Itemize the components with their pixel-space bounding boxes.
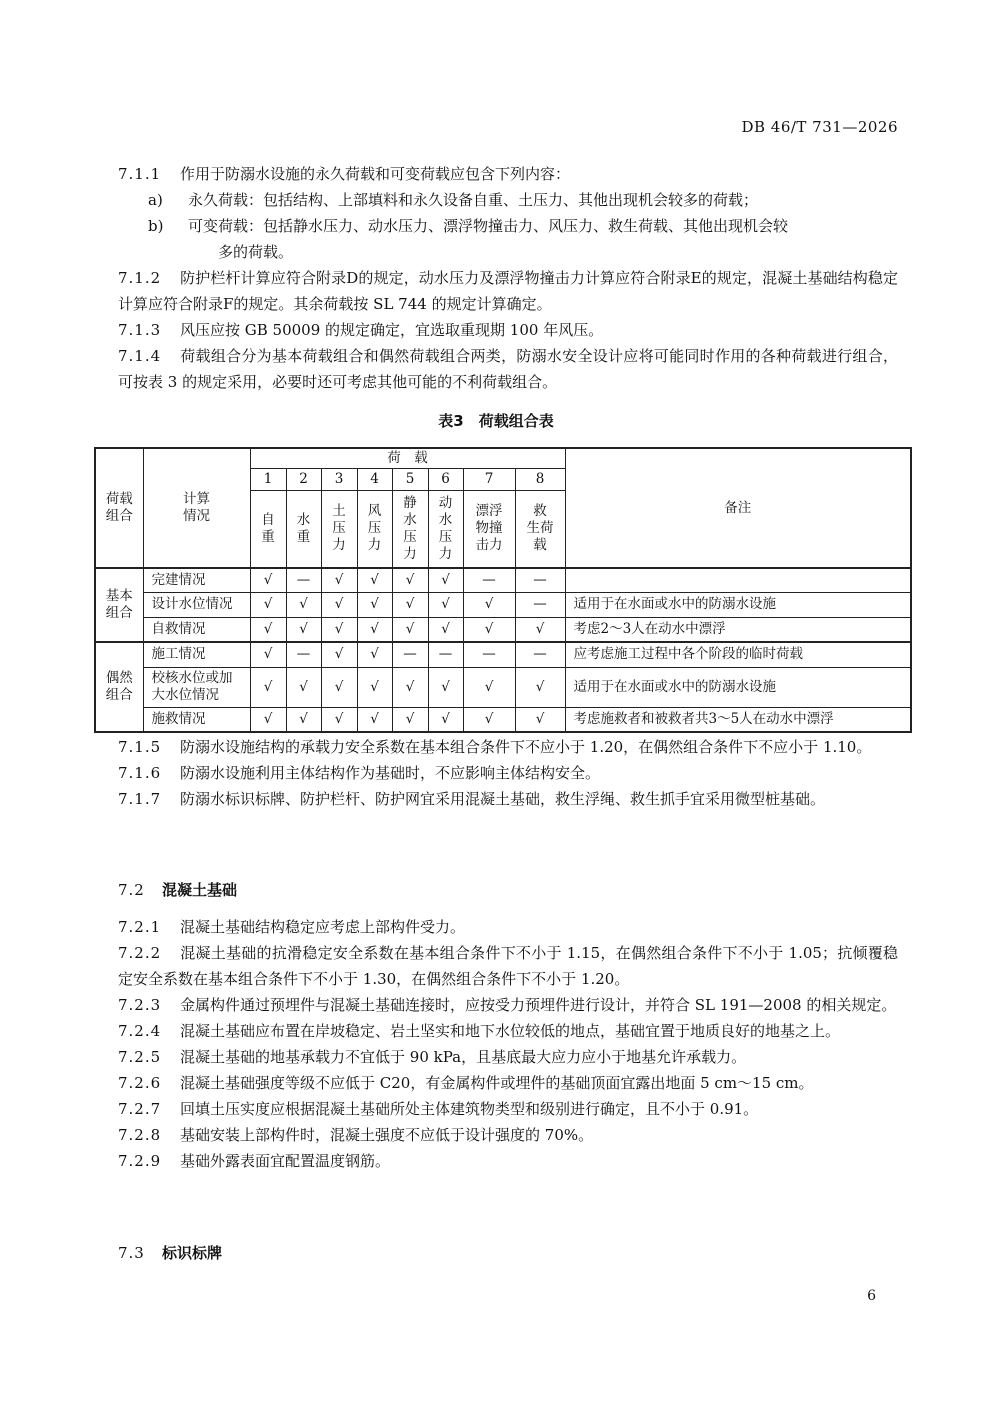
mark-cell: √ <box>392 568 428 592</box>
middle-text-block <box>118 734 898 812</box>
paragraph-7-2-4: 7.2.4 混凝土基础应布置在岸坡稳定、岩土坚实和地下水位较低的地点，基础宜置于地质良好的地基之上。 <box>118 1022 841 1040</box>
mark-cell: √ <box>250 707 286 732</box>
load-combination-table <box>94 447 912 733</box>
calc-cell: 完建情况 <box>143 568 250 592</box>
mark-cell: — <box>428 642 463 667</box>
mark-cell: √ <box>286 592 321 617</box>
mark-cell: √ <box>321 642 357 667</box>
load-number: 8 <box>515 468 565 490</box>
mark-cell: √ <box>321 667 357 707</box>
mark-cell: √ <box>392 617 428 642</box>
calc-cell: 自救情况 <box>143 617 250 642</box>
paragraph-7-2-9: 7.2.9 基础外露表面宜配置温度钢筋。 <box>118 1152 391 1170</box>
mark-cell: √ <box>286 617 321 642</box>
list-item-b: b) 可变荷载：包括静水压力、动水压力、漂浮物撞击力、风压力、救生荷载、其他出现机会较 <box>148 217 789 235</box>
load-number: 6 <box>428 468 463 490</box>
mark-cell: — <box>286 568 321 592</box>
mark-cell: √ <box>463 667 515 707</box>
mark-cell: √ <box>321 592 357 617</box>
mark-cell: √ <box>428 592 463 617</box>
mark-cell: √ <box>392 592 428 617</box>
mark-cell: — <box>392 642 428 667</box>
paragraph-7-2-8: 7.2.8 基础安装上部构件时，混凝土强度不应低于设计强度的 70%。 <box>118 1126 594 1144</box>
mark-cell: √ <box>286 707 321 732</box>
table-row <box>95 667 911 707</box>
mark-cell: — <box>463 642 515 667</box>
mark-cell: √ <box>357 642 392 667</box>
mark-cell: √ <box>515 667 565 707</box>
group-accidental: 偶然 组合 <box>95 642 143 732</box>
load-number: 7 <box>463 468 515 490</box>
paragraph-7-1-1: 7.1.1 作用于防溺水设施的永久荷载和可变荷载应包含下列内容： <box>118 165 571 183</box>
load-name: 救 生荷 载 <box>515 490 565 568</box>
paragraph-7-1-3: 7.1.3 风压应按 GB 50009 的规定确定，宜选取重现期 100 年风压。 <box>118 321 604 339</box>
load-name: 自 重 <box>250 490 286 568</box>
load-name: 动 水 压 力 <box>428 490 463 568</box>
mark-cell: — <box>515 592 565 617</box>
table-row <box>95 592 911 617</box>
list-item-b-continuation: 多的荷载。 <box>218 243 294 261</box>
page-number: 6 <box>867 1288 876 1304</box>
mark-cell: √ <box>357 568 392 592</box>
paragraph-7-1-7: 7.1.7 防溺水标识标牌、防护栏杆、防护网宜采用混凝土基础，救生浮绳、救生抓手宜采用微型桩基础。 <box>118 790 826 808</box>
mark-cell: √ <box>463 707 515 732</box>
mark-cell: √ <box>250 642 286 667</box>
calc-cell: 设计水位情况 <box>143 592 250 617</box>
mark-cell: — <box>463 568 515 592</box>
paragraph-7-2-5: 7.2.5 混凝土基础的地基承载力不宜低于 90 kPa，且基底最大应力应小于地基允许承载力。 <box>118 1048 747 1066</box>
header-calc: 计算 情况 <box>143 448 250 568</box>
mark-cell: √ <box>428 568 463 592</box>
section-7-2-text <box>118 914 898 1174</box>
remark-cell: 考虑施救者和被救者共3～5人在动水中漂浮 <box>565 707 911 732</box>
paragraph-7-2-2: 7.2.2 混凝土基础的抗滑稳定安全系数在基本组合条件下不小于 1.15，在偶然组合条件下不小于 1.05；抗倾覆稳定安全系数在基本组合条件下不小于 1.30，在偶然组合条件下不小于 1.20。 <box>118 944 898 988</box>
load-name: 静 水 压 力 <box>392 490 428 568</box>
mark-cell: √ <box>357 617 392 642</box>
table-row <box>95 642 911 667</box>
calc-cell: 施救情况 <box>143 707 250 732</box>
mark-cell: √ <box>250 667 286 707</box>
mark-cell: — <box>286 642 321 667</box>
paragraph-7-2-6: 7.2.6 混凝土基础强度等级不应低于 C20，有金属构件或埋件的基础顶面宜露出地面 5 cm～15 cm。 <box>118 1074 814 1092</box>
mark-cell: √ <box>250 568 286 592</box>
mark-cell: √ <box>428 667 463 707</box>
mark-cell: √ <box>357 707 392 732</box>
mark-cell: √ <box>428 707 463 732</box>
mark-cell: √ <box>286 667 321 707</box>
load-number: 4 <box>357 468 392 490</box>
table-row <box>95 707 911 732</box>
load-number: 2 <box>286 468 321 490</box>
mark-cell: √ <box>250 592 286 617</box>
mark-cell: — <box>515 568 565 592</box>
load-number: 5 <box>392 468 428 490</box>
mark-cell: √ <box>357 592 392 617</box>
paragraph-7-1-5: 7.1.5 防溺水设施结构的承载力安全系数在基本组合条件下不应小于 1.20，在偶然组合条件下不应小于 1.10。 <box>118 738 872 756</box>
table-caption: 表3 荷载组合表 <box>438 412 554 430</box>
load-name: 风 压 力 <box>357 490 392 568</box>
calc-cell: 施工情况 <box>143 642 250 667</box>
remark-cell <box>565 568 911 592</box>
document-code: DB 46/T 731—2026 <box>741 118 898 136</box>
mark-cell: √ <box>321 617 357 642</box>
remark-cell: 适用于在水面或水中的防溺水设施 <box>565 592 911 617</box>
group-basic: 基本 组合 <box>95 568 143 642</box>
paragraph-7-1-6: 7.1.6 防溺水设施利用主体结构作为基础时，不应影响主体结构安全。 <box>118 764 601 782</box>
mark-cell: √ <box>250 617 286 642</box>
table-row <box>95 568 911 592</box>
mark-cell: √ <box>463 592 515 617</box>
mark-cell: √ <box>463 617 515 642</box>
mark-cell: √ <box>357 667 392 707</box>
top-text-block <box>118 161 898 395</box>
paragraph-7-2-1: 7.2.1 混凝土基础结构稳定应考虑上部构件受力。 <box>118 918 466 936</box>
header-combo: 荷载 组合 <box>95 448 143 568</box>
load-number: 1 <box>250 468 286 490</box>
mark-cell: √ <box>515 617 565 642</box>
mark-cell: √ <box>392 707 428 732</box>
mark-cell: √ <box>428 617 463 642</box>
header-remark: 备注 <box>565 448 911 568</box>
paragraph-7-1-4: 7.1.4 荷载组合分为基本荷载组合和偶然荷载组合两类，防溺水安全设计应将可能同时作用的各种荷载进行组合，可按表 3 的规定采用，必要时还可考虑其他可能的不利荷载组合。 <box>118 347 898 391</box>
calc-cell: 校核水位或加 大水位情况 <box>143 667 250 707</box>
list-item-a: a) 永久荷载：包括结构、上部填料和永久设备自重、土压力、其他出现机会较多的荷载； <box>148 191 759 209</box>
load-name: 土 压 力 <box>321 490 357 568</box>
paragraph-7-2-7: 7.2.7 回填土压实度应根据混凝土基础所处主体建筑物类型和级别进行确定，且不小于 0.91。 <box>118 1100 759 1118</box>
mark-cell: √ <box>392 667 428 707</box>
remark-cell: 应考虑施工过程中各个阶段的临时荷载 <box>565 642 911 667</box>
remark-cell: 适用于在水面或水中的防溺水设施 <box>565 667 911 707</box>
table-row <box>95 617 911 642</box>
load-name: 漂浮 物撞 击力 <box>463 490 515 568</box>
section-heading-7-3: 7.3 标识标牌 <box>118 1244 223 1262</box>
load-number: 3 <box>321 468 357 490</box>
mark-cell: √ <box>515 707 565 732</box>
header-load: 荷 载 <box>250 448 565 468</box>
remark-cell: 考虑2～3人在动水中漂浮 <box>565 617 911 642</box>
mark-cell: √ <box>321 568 357 592</box>
paragraph-7-1-2: 7.1.2 防护栏杆计算应符合附录D的规定，动水压力及漂浮物撞击力计算应符合附录E的规定，混凝土基础结构稳定计算应符合附录F的规定。其余荷载按 SL 744 的规定计算确定。 <box>118 269 898 313</box>
mark-cell: — <box>515 642 565 667</box>
section-heading-7-2: 7.2 混凝土基础 <box>118 881 238 899</box>
paragraph-7-2-3: 7.2.3 金属构件通过预埋件与混凝土基础连接时，应按受力预埋件进行设计，并符合 SL 191—2008 的相关规定。 <box>118 996 897 1014</box>
load-name: 水 重 <box>286 490 321 568</box>
mark-cell: √ <box>321 707 357 732</box>
